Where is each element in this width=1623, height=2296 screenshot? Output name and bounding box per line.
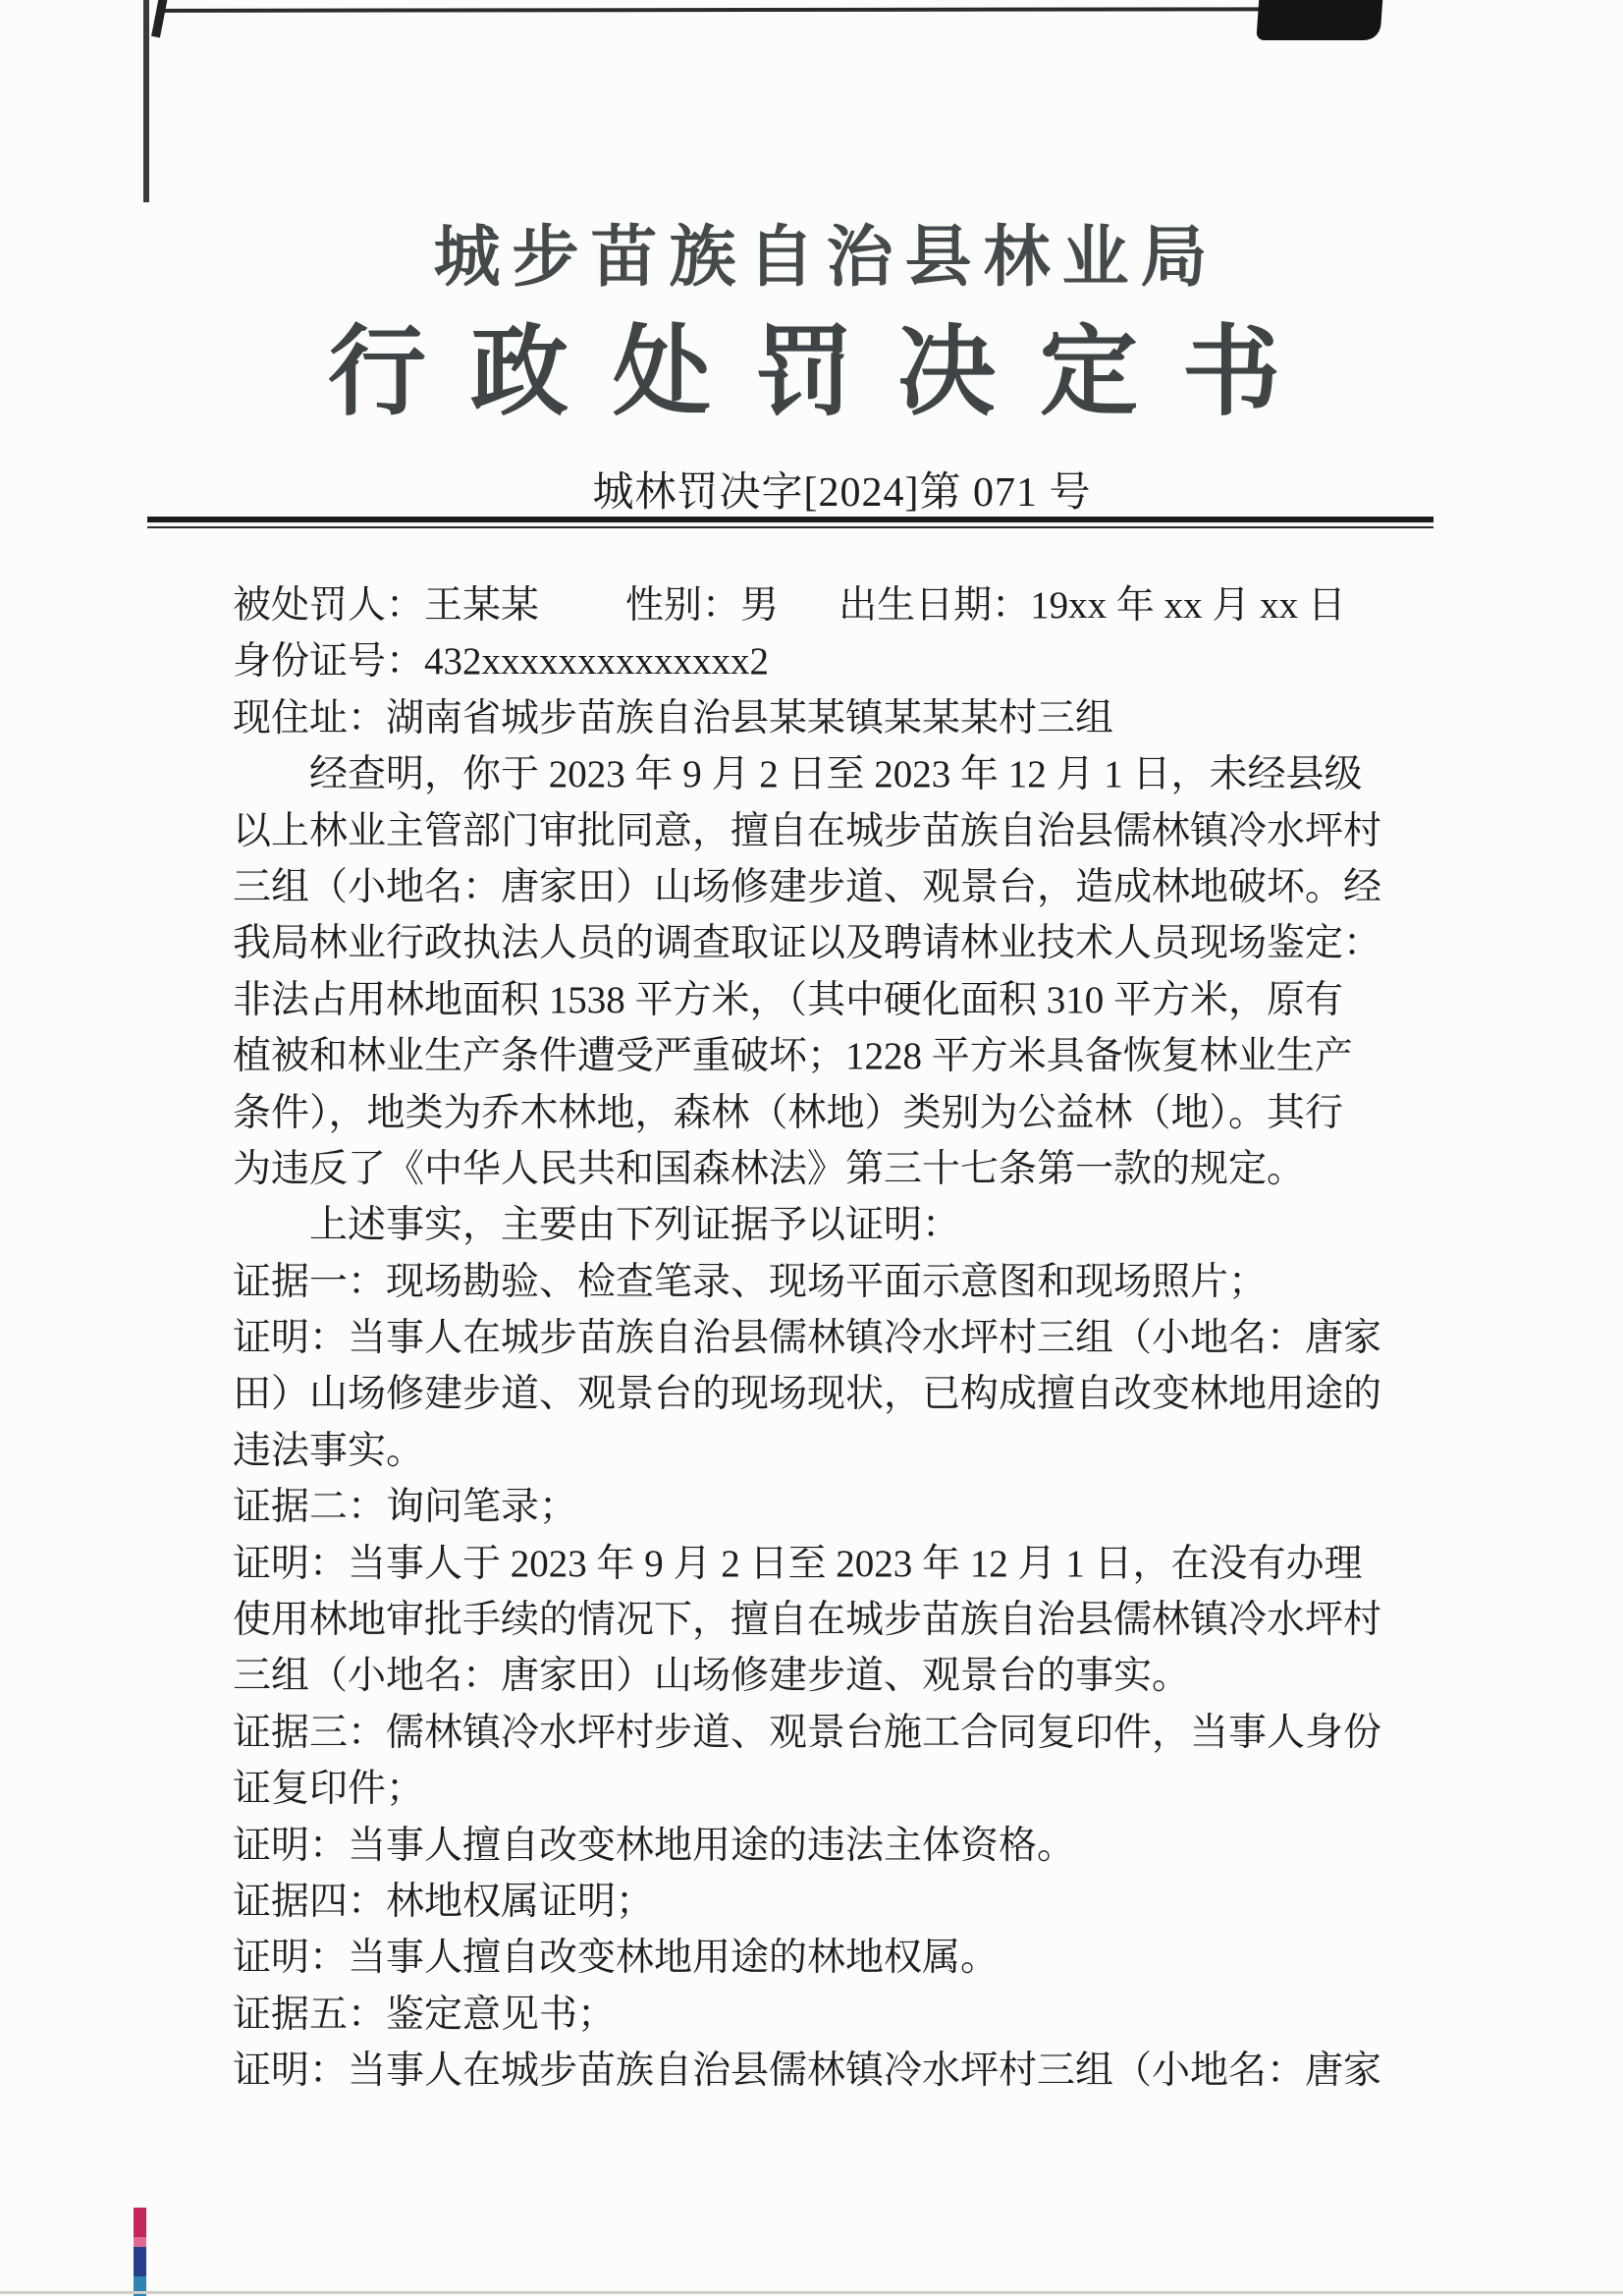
body-text: 证复印件； [233,1768,425,1811]
body-text: 条件），地类为乔木林地，森林（林地）类别为公益林（地）。其行 [233,1091,1344,1134]
body-text: 证据三：儒林镇冷水坪村步道、观景台施工合同复印件，当事人身份 [233,1711,1382,1754]
body-text-line [233,1423,1397,1479]
scan-artifact-top-right-blob [1256,0,1382,40]
scan-artifact-top-left-mark [151,0,168,37]
body-text: 为违反了《中华人民共和国森林法》第三十七条第一款的规定。 [233,1147,1306,1190]
address-value: 湖南省城步苗族自治县某某镇某某某村三组 [386,696,1114,739]
scan-artifact-color-strip [134,2208,146,2296]
body-text-line [233,1141,1397,1197]
body-text: 以上林业主管部门审批同意，擅自在城步苗族自治县儒林镇冷水坪村 [233,809,1382,852]
header-divider-rule [147,517,1434,528]
body-text-line [233,972,1397,1028]
body-text: 违法事实。 [233,1429,425,1472]
body-text: 证明：当事人在城步苗族自治县儒林镇冷水坪村三组（小地名：唐家 [233,2050,1382,2093]
body-text-line [233,1648,1397,1704]
address-line [233,690,1397,746]
id-number-value: 432xxxxxxxxxxxxxx2 [424,640,770,683]
body-text-line [233,1536,1397,1592]
scan-artifact-left-edge-line [143,0,149,202]
body-text-line [233,1874,1397,1930]
body-text-line [233,803,1397,859]
id-number-line [233,633,1397,689]
body-text: 证据四：林地权属证明； [233,1880,655,1923]
gender-label: 性别： [625,584,741,627]
body-text-line [233,859,1397,915]
color-strip-pink [134,2237,146,2247]
document-body [233,577,1397,2100]
body-text: 证据五：鉴定意见书； [233,1993,617,2036]
body-text-line [233,1254,1397,1310]
body-text: 上述事实，主要由下列证据予以证明： [309,1204,961,1247]
body-text-line [233,1761,1397,1817]
body-text: 证明：当事人擅自改变林地用途的林地权属。 [233,1937,1000,1980]
body-text-line [233,1197,1397,1253]
birthdate-value: 19xx 年 xx 月 xx 日 [1030,584,1346,627]
body-text-line [233,1085,1397,1141]
body-text: 三组（小地名：唐家田）山场修建步道、观景台，造成林地破坏。经 [233,865,1382,908]
body-text-line [233,1366,1397,1422]
body-text-line [233,746,1397,802]
body-text: 证明：当事人于 2023 年 9 月 2 日至 2023 年 12 月 1 日，在没有办理 [233,1542,1363,1585]
body-text-line [233,1592,1397,1648]
birthdate-label: 出生日期： [839,584,1031,627]
body-text-line [233,915,1397,971]
body-text-line [233,1310,1397,1366]
subject-info-line [233,577,1397,633]
body-text: 田）山场修建步道、观景台的现场现状，已构成擅自改变林地用途的 [233,1373,1382,1416]
id-number-label: 身份证号： [233,640,425,683]
body-text-line [233,1987,1397,2043]
penalized-person-label: 被处罚人： [233,584,425,627]
scan-artifact-top-edge-line [162,7,1372,13]
body-text-line [233,1930,1397,1986]
penalized-person-value: 王某某 [424,584,540,627]
body-text: 证明：当事人在城步苗族自治县儒林镇冷水坪村三组（小地名：唐家 [233,1317,1382,1360]
body-text: 非法占用林地面积 1538 平方米，（其中硬化面积 310 平方米，原有 [233,978,1344,1021]
agency-title: 城步苗族自治县林业局 [433,220,1219,295]
body-text-line [233,1705,1397,1761]
body-text: 证据二：询问笔录； [233,1486,578,1529]
document-title: 行政处罚决定书 [328,317,1325,427]
document-number: 城林罚决字[2024]第 071 号 [592,470,1092,516]
body-text-line [233,1479,1397,1535]
body-text: 经查明，你于 2023 年 9 月 2 日至 2023 年 12 月 1 日，未经县级 [309,753,1363,796]
body-text-line [233,1028,1397,1084]
gender-value: 男 [740,584,780,627]
body-text-line [233,2043,1397,2099]
body-text: 证明：当事人擅自改变林地用途的违法主体资格。 [233,1824,1076,1867]
color-strip-red [134,2208,146,2237]
body-text: 证据一：现场勘验、检查笔录、现场平面示意图和现场照片； [233,1260,1268,1303]
body-text: 三组（小地名：唐家田）山场修建步道、观景台的事实。 [233,1655,1191,1698]
body-text: 我局林业行政执法人员的调查取证以及聘请林业技术人员现场鉴定： [233,922,1382,965]
body-text: 使用林地审批手续的情况下，擅自在城步苗族自治县儒林镇冷水坪村 [233,1599,1382,1642]
address-label: 现住址： [233,696,387,739]
body-text: 植被和林业生产条件遭受严重破坏；1228 平方米具备恢复林业生产 [233,1035,1353,1078]
body-text-line [233,1818,1397,1874]
color-strip-blue [134,2247,146,2276]
scan-artifact-bottom-edge-line [0,2291,1623,2294]
